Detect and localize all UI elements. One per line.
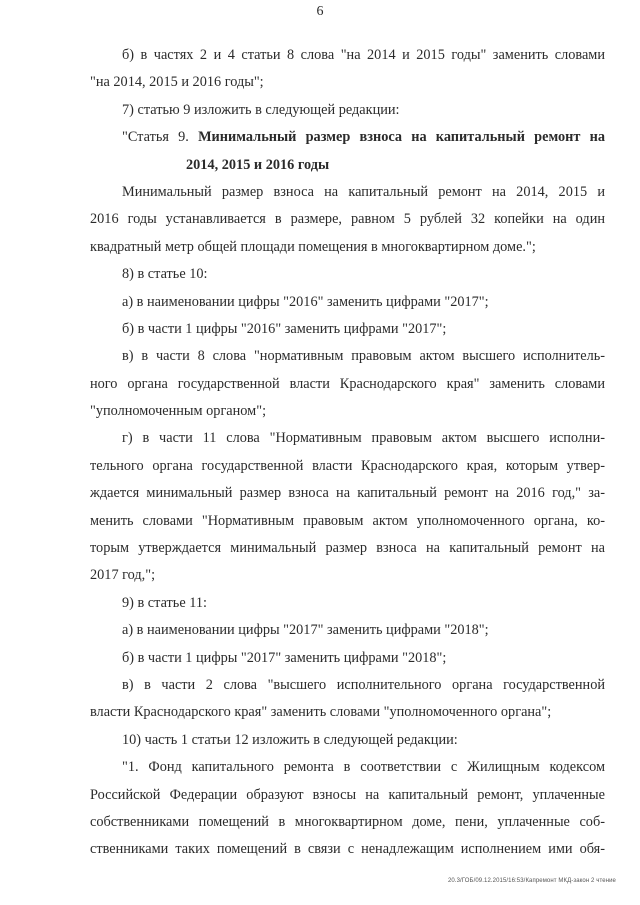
text-line: 7) статью 9 изложить в следующей редакции: [122, 101, 400, 118]
text-line: власти Краснодарского края" заменить словами "уполномоченного органа"; [90, 704, 552, 721]
page-number: 6 [316, 4, 324, 19]
text-line: а) в наименовании цифры "2017" заменить цифрами "2018"; [122, 622, 489, 639]
text-line: менить словами "Нормативным правовым актом уполномоченного органа, ко- [90, 512, 605, 529]
text-line: 9) в статье 11: [122, 594, 207, 611]
text-line: в) в части 8 слова "нормативным правовым актом высшего исполнитель- [122, 348, 605, 365]
text-line: 2017 год,"; [90, 567, 156, 584]
text-line: б) в части 1 цифры "2017" заменить цифрами "2018"; [122, 649, 447, 666]
text-line: б) в части 1 цифры "2016" заменить цифрами "2017"; [122, 320, 447, 337]
article-title: 2014, 2015 и 2016 годы [186, 156, 330, 173]
text-line: 2016 годы устанавливается в размере, равном 5 рублей 32 копейки на один [90, 211, 605, 228]
text-line: собственниками помещений в многоквартирном доме, пени, уплаченные соб- [90, 813, 605, 830]
document-footer: 20.3/ГОБ/09.12.2015/16:53/Капремонт МКД-закон 2 чтение [447, 878, 616, 884]
text-line: тельного органа государственной власти Краснодарского края, которым утвер- [90, 457, 605, 474]
text-line: "1. Фонд капитального ремонта в соответствии с Жилищным кодексом [122, 759, 605, 776]
article-title: Минимальный размер взноса на капитальный ремонт на [198, 129, 605, 146]
text-line: а) в наименовании цифры "2016" заменить цифрами "2017"; [122, 293, 489, 310]
text-line [90, 124, 605, 151]
text-line: "на 2014, 2015 и 2016 годы"; [90, 74, 264, 91]
text-line: в) в части 2 слова "высшего исполнительного органа государственной [122, 676, 605, 693]
text-line: г) в части 11 слова "Нормативным правовым актом высшего исполни- [122, 430, 605, 447]
text-line: Российской Федерации образуют взносы на капитальный ремонт, уплаченные [90, 786, 605, 803]
text-line: квадратный метр общей площади помещения в многоквартирном доме."; [90, 238, 536, 255]
text-line: Минимальный размер взноса на капитальный ремонт на 2014, 2015 и [122, 183, 605, 200]
text-line: ного органа государственной власти Краснодарского края" заменить словами [90, 375, 605, 392]
article-prefix: "Статья 9. [122, 129, 199, 146]
document-body [90, 42, 605, 864]
text-line: 10) часть 1 статьи 12 изложить в следующей редакции: [122, 731, 458, 748]
text-line: ждается минимальный размер взноса на капитальный ремонт на 2016 год," за- [90, 485, 605, 502]
text-line: 8) в статье 10: [122, 266, 208, 283]
text-line: ственниками таких помещений в связи с ненадлежащим исполнением ими обя- [90, 841, 605, 858]
text-line: торым утверждается минимальный размер взноса на капитальный ремонт на [90, 540, 605, 557]
text-line [90, 152, 605, 179]
text-line: б) в частях 2 и 4 статьи 8 слова "на 2014 и 2015 годы" заменить словами [122, 47, 605, 63]
text-line: "уполномоченным органом"; [90, 403, 267, 420]
